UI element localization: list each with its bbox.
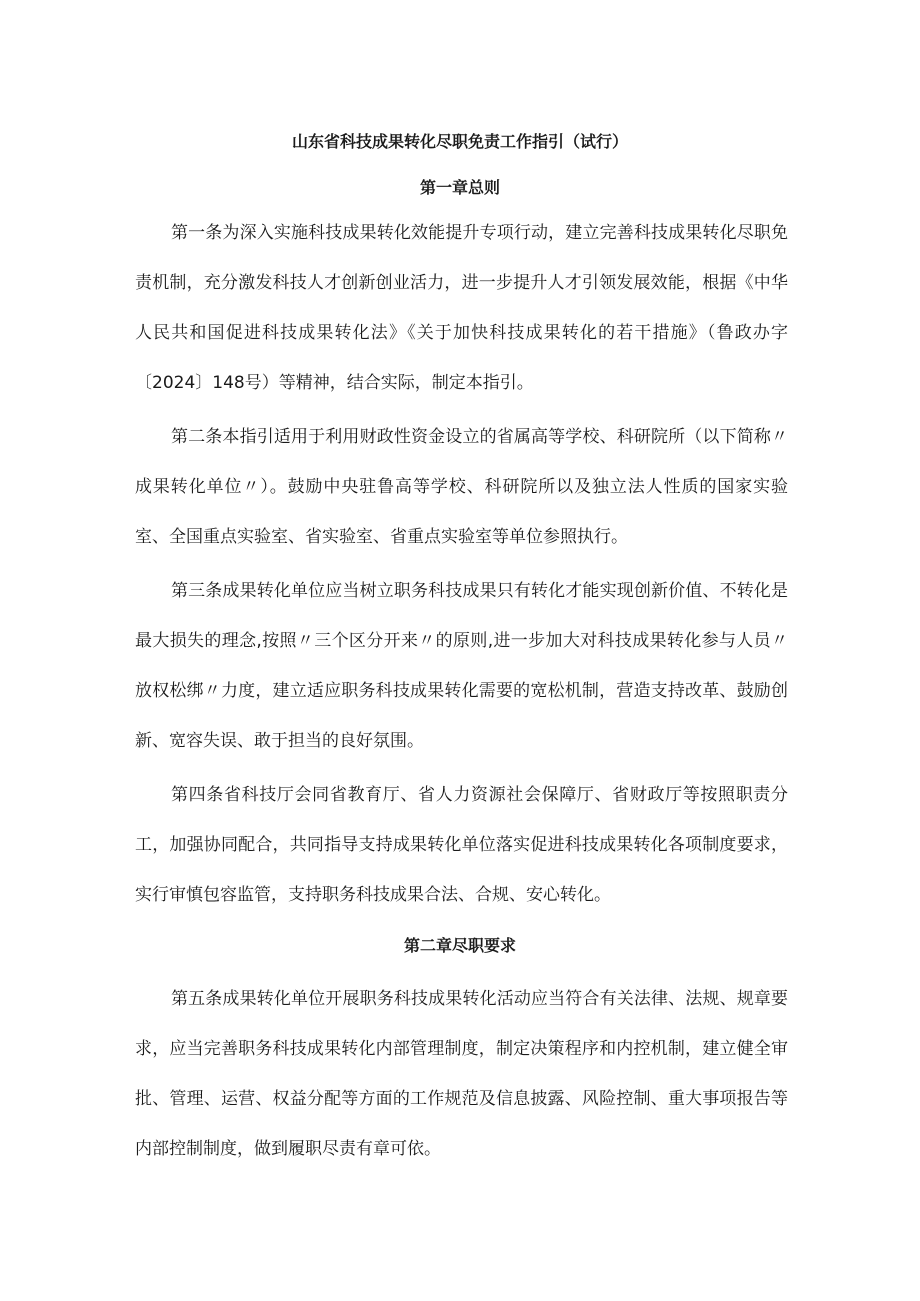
article-paragraph: 第五条成果转化单位开展职务科技成果转化活动应当符合有关法律、法规、规章要求，应当完善职务科技成果转化内部管理制度，制定决策程序和内控机制，建立健全审批、管理、运营、权益分配等方面的工作规范及信息披露、风险控制、重大事项报告等内部控制制度，做到履职尽责有章可依。 (135, 989, 788, 1159)
article-paragraph: 第一条为深入实施科技成果转化效能提升专项行动，建立完善科技成果转化尽职免责机制，充分激发科技人才创新创业活力，进一步提升人才引领发展效能，根据《中华人民共和国促进科技成果转化法》《关于加快科技成果转化的若干措施》（鲁政办字〔2024〕148号）等精神，结合实际，制定本指引。 (135, 223, 788, 393)
chapter-heading: 第一章总则 (419, 178, 500, 197)
chapter-heading: 第二章尽职要求 (403, 936, 516, 955)
article-paragraph: 第四条省科技厅会同省教育厅、省人力资源社会保障厅、省财政厅等按照职责分工，加强协同配合，共同指导支持成果转化单位落实促进科技成果转化各项制度要求，实行审慎包容监管，支持职务科技成果合法、合规、安心转化。 (135, 785, 788, 905)
article-paragraph: 第二条本指引适用于利用财政性资金设立的省属高等学校、科研院所（以下简称〃成果转化单位〃）。鼓励中央驻鲁高等学校、科研院所以及独立法人性质的国家实验室、全国重点实验室、省实验室、省重点实验室等单位参照执行。 (135, 427, 788, 547)
document-title: 山东省科技成果转化尽职免责工作指引（试行） (291, 132, 628, 151)
article-paragraph: 第三条成果转化单位应当树立职务科技成果只有转化才能实现创新价值、不转化是最大损失的理念,按照〃三个区分开来〃的原则,进一步加大对科技成果转化参与人员〃放权松绑〃力度，建立适应职务科技成果转化需要的宽松机制，营造支持改革、鼓励创新、宽容失误、敢于担当的良好氛围。 (135, 581, 788, 751)
